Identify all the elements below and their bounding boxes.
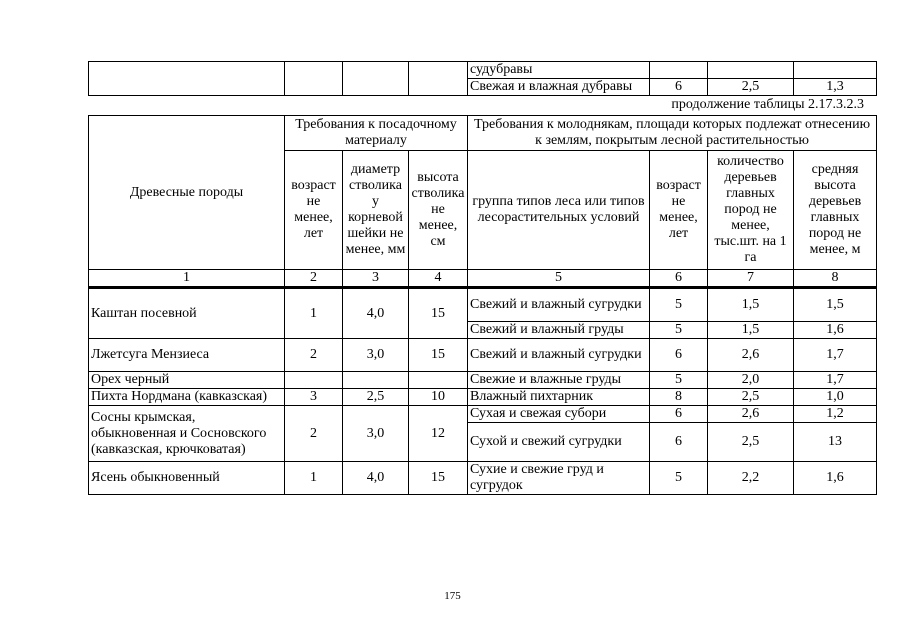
previous-table-fragment [88, 61, 877, 96]
table-row: Ясень обыкновенный 1 4,0 15 Сухие и свежие груд и сугрудок 5 2,2 1,6 [89, 462, 877, 495]
forest-type-cell: Сухая и свежая субори [468, 406, 650, 423]
requirements-table [88, 115, 877, 495]
column-number-row: 1 2 3 4 5 6 7 8 [89, 270, 877, 288]
table-row: Свежая и влажная дубравы 6 2,5 1,3 [89, 79, 877, 96]
table-row [89, 62, 877, 79]
forest-type-cell: Сухие и свежие груд и сугрудок [468, 462, 650, 495]
forest-type-cell: Сухой и свежий сугрудки [468, 423, 650, 462]
forest-type-cell: Влажный пихтарник [468, 389, 650, 406]
header-species: Древесные породы [89, 116, 285, 270]
forest-type-cell: Свежие и влажные груды [468, 372, 650, 389]
header-young-age: возраст не менее, лет [650, 151, 708, 270]
species-cell: Каштан посевной [89, 288, 285, 339]
header-planting-group: Требования к посадочному материалу [285, 116, 468, 151]
page-number: 175 [444, 590, 461, 602]
table-row: Лжетсуга Мензиеса 2 3,0 15 Свежий и влажный сугрудки 6 2,6 1,7 [89, 339, 877, 372]
table-row: Каштан посевной 1 4,0 15 Свежий и влажный сугрудки 5 1,5 1,5 [89, 288, 877, 322]
species-cell: Орех черный [89, 372, 285, 389]
table-row: Сухой и свежий сугрудки 6 2,5 13 [89, 423, 877, 462]
forest-type-cell: Свежая и влажная дубравы [468, 79, 650, 96]
table-row: Сосны крымская, обыкновенная и Сосновского (кавказская, крючковатая) 2 3,0 12 Сухая и свежая субори 6 2,6 1,2 [89, 406, 877, 423]
header-forest-type: группа типов леса или типов лесорастительных условий [468, 151, 650, 270]
table-row: Орех черный Свежие и влажные груды 5 2,0 1,7 [89, 372, 877, 389]
header-young-height: средняя высота деревьев главных пород не менее, м [794, 151, 877, 270]
header-young-group: Требования к молоднякам, площади которых подлежат отнесению к землям, покрытым лесной растительностью [468, 116, 877, 151]
header-planting-diameter: диаметр стволика у корневой шейки не менее, мм [343, 151, 409, 270]
species-cell: Сосны крымская, обыкновенная и Сосновского (кавказская, крючковатая) [89, 406, 285, 462]
header-planting-age: возраст не менее, лет [285, 151, 343, 270]
table-row: Пихта Нордмана (кавказская) 3 2,5 10 Влажный пихтарник 8 2,5 1,0 [89, 389, 877, 406]
header-row [89, 116, 877, 151]
species-cell: Ясень обыкновенный [89, 462, 285, 495]
table-continuation-caption: продолжение таблицы 2.17.3.2.3 [671, 97, 864, 112]
header-planting-height: высота стволика не менее, см [409, 151, 468, 270]
species-cell: Пихта Нордмана (кавказская) [89, 389, 285, 406]
forest-type-cell: Свежий и влажный сугрудки [468, 339, 650, 372]
forest-type-cell: судубравы [468, 62, 650, 79]
species-cell: Лжетсуга Мензиеса [89, 339, 285, 372]
forest-type-cell: Свежий и влажный сугрудки [468, 288, 650, 322]
forest-type-cell: Свежий и влажный груды [468, 322, 650, 339]
table-row: Свежий и влажный груды 5 1,5 1,6 [89, 322, 877, 339]
header-young-count: количество деревьев главных пород не менее, тыс.шт. на 1 га [708, 151, 794, 270]
